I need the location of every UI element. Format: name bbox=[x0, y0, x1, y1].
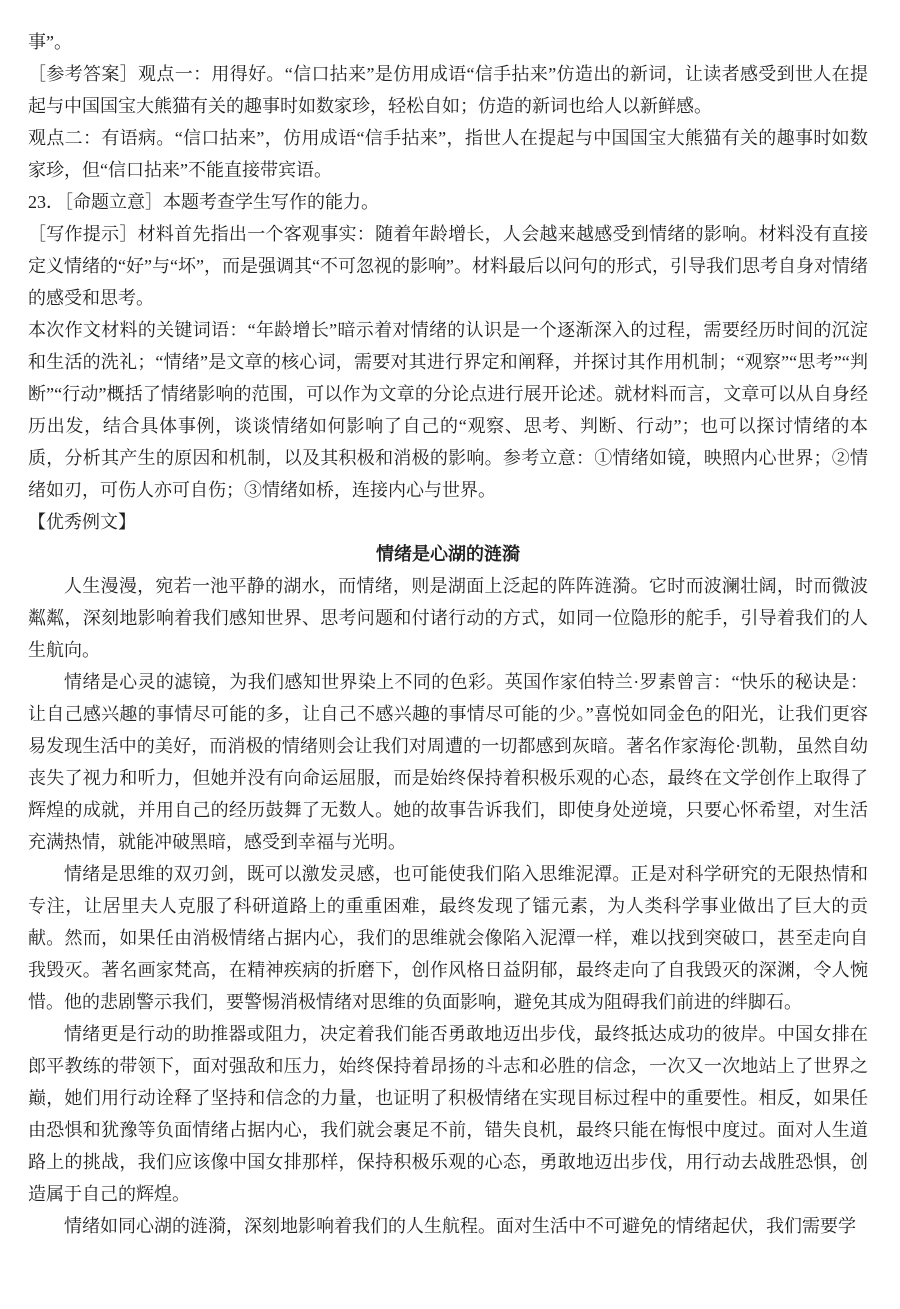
essay-paragraph: 情绪如同心湖的涟漪，深刻地影响着我们的人生航程。面对生活中不可避免的情绪起伏，我们需要学 bbox=[64, 1216, 856, 1236]
answer-paragraph: 观点二：有语病。“信口拈来”，仿用成语“信手拈来”，指世人在提起与中国国宝大熊猫有关的趣事时如数家珍，但“信口拈来”不能直接带宾语。 bbox=[28, 128, 868, 180]
essay-paragraph: 人生漫漫，宛若一池平静的湖水，而情绪，则是湖面上泛起的阵阵涟漪。它时而波澜壮阔，时而微波粼粼，深刻地影响着我们感知世界、思考问题和付诸行动的方式，如同一位隐形的舵手，引导着我们的人生航向。 bbox=[28, 576, 868, 660]
answer-paragraph: ［写作提示］材料首先指出一个客观事实：随着年龄增长，人会越来越感受到情绪的影响。材料没有直接定义情绪的“好”与“坏”，而是强调其“不可忽视的影响”。材料最后以问句的形式，引导我们思考自身对情绪的感受和思考。 bbox=[28, 224, 868, 308]
answer-paragraph: 事”。 bbox=[28, 32, 72, 52]
essay-title: 情绪是心湖的涟漪 bbox=[376, 544, 520, 564]
essay-paragraph: 情绪是心灵的滤镜，为我们感知世界染上不同的色彩。英国作家伯特兰·罗素曾言：“快乐的秘诀是：让自己感兴趣的事情尽可能的多，让自己不感兴趣的事情尽可能的少。”喜悦如同金色的阳光，让我们更容易发现生活中的美好，而消极的情绪则会让我们对周遭的一切都感到灰暗。著名作家海伦·凯勒，虽然自幼丧失了视力和听力，但她并没有向命运屈服，而是始终保持着积极乐观的心态，最终在文学创作上取得了辉煌的成就，并用自己的经历鼓舞了无数人。她的故事告诉我们，即使身处逆境，只要心怀希望，对生活充满热情，就能冲破黑暗，感受到幸福与光明。 bbox=[28, 672, 868, 852]
answer-section bbox=[28, 26, 868, 538]
essay-body bbox=[28, 570, 868, 1242]
essay-paragraph: 情绪是思维的双刃剑，既可以激发灵感，也可能使我们陷入思维泥潭。正是对科学研究的无限热情和专注，让居里夫人克服了科研道路上的重重困难，最终发现了镭元素，为人类科学事业做出了巨大的贡献。然而，如果任由消极情绪占据内心，我们的思维就会像陷入泥潭一样，难以找到突破口，甚至走向自我毁灭。著名画家梵高，在精神疾病的折磨下，创作风格日益阴郁，最终走向了自我毁灭的深渊，令人惋惜。他的悲剧警示我们，要警惕消极情绪对思维的负面影响，避免其成为阻碍我们前进的绊脚石。 bbox=[28, 864, 868, 1012]
answer-paragraph: 本次作文材料的关键词语：“年龄增长”暗示着对情绪的认识是一个逐渐深入的过程，需要经历时间的沉淀和生活的洗礼；“情绪”是文章的核心词，需要对其进行界定和阐释，并探讨其作用机制；“观察”“思考”“判断”“行动”概括了情绪影响的范围，可以作为文章的分论点进行展开论述。就材料而言，文章可以从自身经历出发，结合具体事例，谈谈情绪如何影响了自己的“观察、思考、判断、行动”；也可以探讨情绪的本质，分析其产生的原因和机制，以及其积极和消极的影响。参考立意：①情绪如镜，映照内心世界；②情绪如刃，可伤人亦可自伤；③情绪如桥，连接内心与世界。 bbox=[28, 320, 868, 500]
essay-section bbox=[28, 538, 868, 1242]
answer-paragraph: 【优秀例文】 bbox=[28, 512, 136, 532]
answer-paragraph: ［参考答案］观点一：用得好。“信口拈来”是仿用成语“信手拈来”仿造出的新词，让读者感受到世人在提起与中国国宝大熊猫有关的趣事时如数家珍，轻松自如；仿造的新词也给人以新鲜感。 bbox=[28, 64, 868, 116]
answer-paragraph: 23．［命题立意］本题考查学生写作的能力。 bbox=[28, 192, 379, 212]
essay-paragraph: 情绪更是行动的助推器或阻力，决定着我们能否勇敢地迈出步伐，最终抵达成功的彼岸。中国女排在郎平教练的带领下，面对强敌和压力，始终保持着昂扬的斗志和必胜的信念，一次又一次地站上了世界之巅，她们用行动诠释了坚持和信念的力量，也证明了积极情绪在实现目标过程中的重要性。相反，如果任由恐惧和犹豫等负面情绪占据内心，我们就会裹足不前，错失良机，最终只能在悔恨中度过。面对人生道路上的挑战，我们应该像中国女排那样，保持积极乐观的心态，勇敢地迈出步伐，用行动去战胜恐惧，创造属于自己的辉煌。 bbox=[28, 1024, 868, 1204]
